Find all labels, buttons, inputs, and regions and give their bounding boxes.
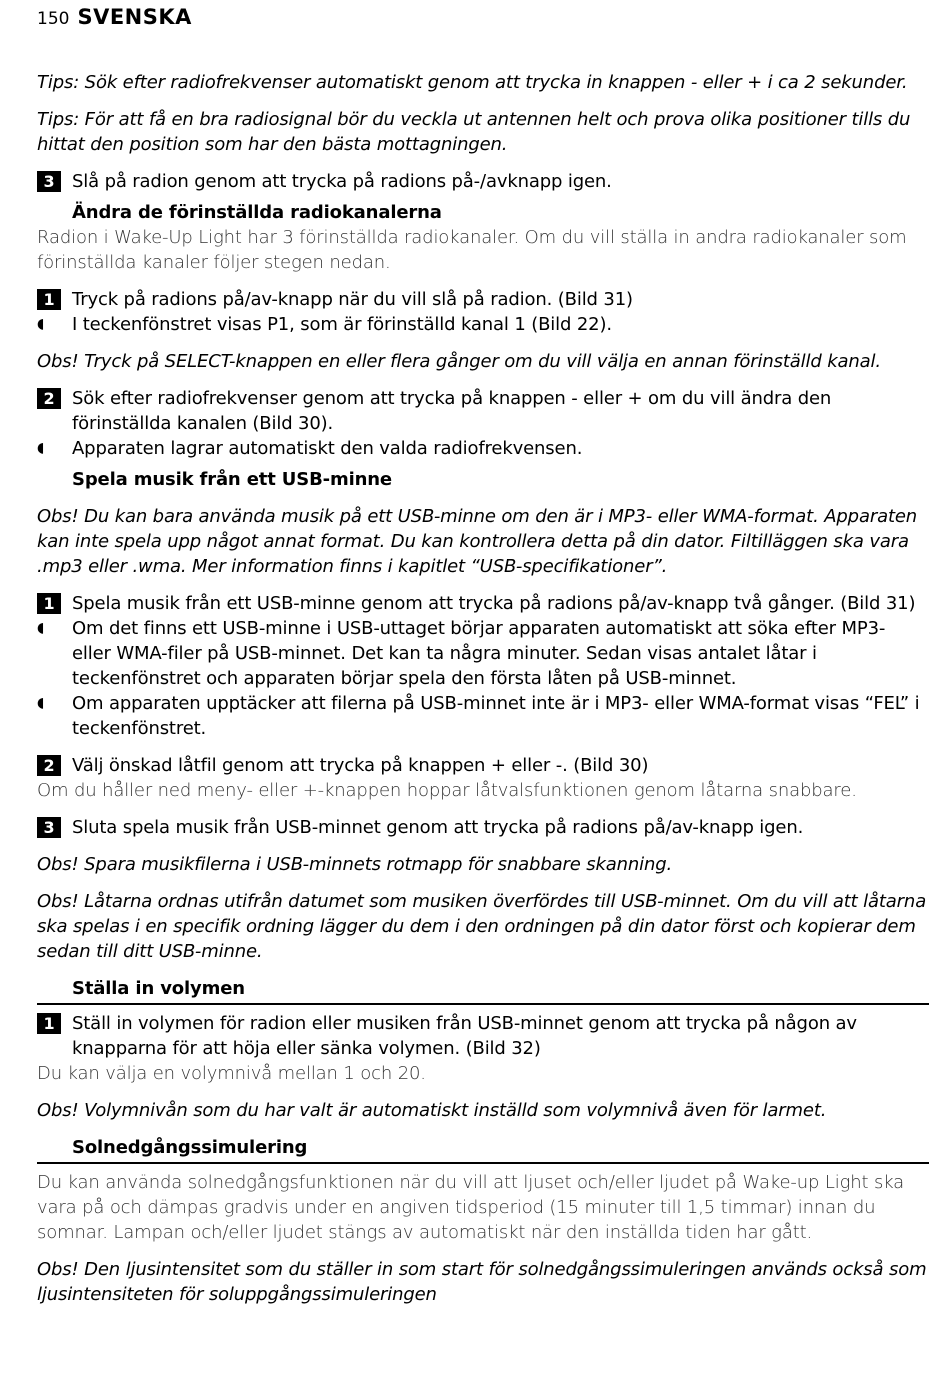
- section-heading: Ändra de förinställda radiokanalerna: [72, 202, 442, 223]
- section-divider: [37, 1162, 929, 1164]
- step-number: 2: [37, 755, 61, 776]
- body-paragraph: Om du håller ned meny- eller +-knappen hoppar låtvalsfunktionen genom låtarna snabbare.: [37, 780, 857, 801]
- note-track-order: Obs! Låtarna ordnas utifrån datumet som musiken överfördes till USB-minnet. Om du vill att låtarna ska spelas i en specifik ordning lägger du dem i den ordningen på din dator först och kopierar dem sedan till ditt USB-minne.: [37, 891, 927, 962]
- section-heading: Spela musik från ett USB-minne: [72, 469, 392, 490]
- step-text: Välj önskad låtfil genom att trycka på knappen + eller -. (Bild 30): [72, 755, 649, 776]
- tip-auto-search: Tips: Sök efter radiofrekvenser automatiskt genom att trycka in knappen - eller + i ca 2 sekunder.: [37, 72, 908, 93]
- step-number: 3: [37, 171, 61, 192]
- section-divider: [37, 1003, 929, 1005]
- section-language: SVENSKA: [77, 5, 192, 29]
- bullet-text: I teckenfönstret visas P1, som är förinställd kanal 1 (Bild 22).: [72, 314, 612, 335]
- bullet-text: Apparaten lagrar automatiskt den valda radiofrekvensen.: [72, 438, 583, 459]
- note-light-intensity: Obs! Den ljusintensitet som du ställer in som start för solnedgångssimuleringen används också som ljusintensiteten för soluppgångssimuleringen: [37, 1259, 927, 1305]
- step-number: 3: [37, 817, 61, 838]
- body-paragraph: Radion i Wake-Up Light har 3 förinställda radiokanaler. Om du vill ställa in andra radiokanaler som förinställda kanaler följer stegen nedan.: [37, 227, 907, 273]
- step-item: [37, 753, 929, 778]
- page-header: [37, 5, 192, 35]
- bullet-text: Om det finns ett USB-minne i USB-uttaget börjar apparaten automatiskt att söka efter MP3- eller WMA-filer på USB-minnet. Det kan ta några minuter. Sedan visas antalet låtar i teckenfönstret och apparaten börjar spela den första låten på USB-minnet.: [72, 618, 886, 689]
- step-item: [37, 591, 929, 616]
- step-text: Ställ in volymen för radion eller musiken från USB-minnet genom att trycka på någon av knapparna för att höja eller sänka volymen. (Bild 32): [72, 1013, 857, 1059]
- result-bullet: [37, 312, 929, 337]
- bullet-text: Om apparaten upptäcker att filerna på USB-minnet inte är i MP3- eller WMA-format visas “FEL” i teckenfönstret.: [72, 693, 920, 739]
- bullet-arrow-icon: ◖: [37, 440, 45, 456]
- step-text: Sluta spela musik från USB-minnet genom att trycka på radions på/av-knapp igen.: [72, 817, 804, 838]
- step-item: [37, 169, 929, 194]
- body-paragraph: Du kan använda solnedgångsfunktionen när du vill att ljuset och/eller ljudet på Wake-up Light ska vara på och dämpas gradvis under en angiven tidsperiod (15 minuter till 1,5 timmar) innan du somnar. Lampan och/eller ljudet stängs av automatiskt när den inställda tiden har gått.: [37, 1172, 905, 1243]
- step-item: [37, 386, 929, 436]
- step-text: Slå på radion genom att trycka på radions på-/avknapp igen.: [72, 171, 612, 192]
- result-bullet: [37, 436, 929, 461]
- page-number: 150: [37, 9, 70, 29]
- step-item: [37, 1011, 929, 1061]
- step-text: Tryck på radions på/av-knapp när du vill slå på radion. (Bild 31): [72, 289, 633, 310]
- step-text: Spela musik från ett USB-minne genom att trycka på radions på/av-knapp två gånger. (Bild 31): [72, 593, 916, 614]
- step-number: 1: [37, 1013, 61, 1034]
- result-bullet: [37, 616, 929, 691]
- bullet-arrow-icon: ◖: [37, 620, 45, 636]
- body-paragraph: Du kan välja en volymnivå mellan 1 och 20.: [37, 1063, 426, 1084]
- bullet-arrow-icon: ◖: [37, 695, 45, 711]
- step-number: 2: [37, 388, 61, 409]
- section-heading: Ställa in volymen: [72, 978, 245, 999]
- tip-antenna: Tips: För att få en bra radiosignal bör du veckla ut antennen helt och prova olika positioner tills du hittat den position som har den bästa mottagningen.: [37, 109, 911, 155]
- bullet-arrow-icon: ◖: [37, 316, 45, 332]
- note-usb-format: Obs! Du kan bara använda musik på ett USB-minne om den är i MP3- eller WMA-format. Apparaten kan inte spela upp något annat format. Du kan kontrollera detta på din dator. Filtilläggen ska vara .mp3 eller .wma. Mer information finns i kapitlet “USB-specifikationer”.: [37, 506, 918, 577]
- note-select: Obs! Tryck på SELECT-knappen en eller flera gånger om du vill välja en annan förinställd kanal.: [37, 351, 881, 372]
- step-item: [37, 815, 929, 840]
- note-root-folder: Obs! Spara musikfilerna i USB-minnets rotmapp för snabbare skanning.: [37, 854, 673, 875]
- page-content: [37, 70, 929, 1319]
- step-number: 1: [37, 593, 61, 614]
- step-item: [37, 287, 929, 312]
- section-heading: Solnedgångssimulering: [72, 1137, 308, 1158]
- step-number: 1: [37, 289, 61, 310]
- step-text: Sök efter radiofrekvenser genom att trycka på knappen - eller + om du vill ändra den förinställda kanalen (Bild 30).: [72, 388, 832, 434]
- result-bullet: [37, 691, 929, 741]
- note-volume-alarm: Obs! Volymnivån som du har valt är automatiskt inställd som volymnivå även för larmet.: [37, 1100, 827, 1121]
